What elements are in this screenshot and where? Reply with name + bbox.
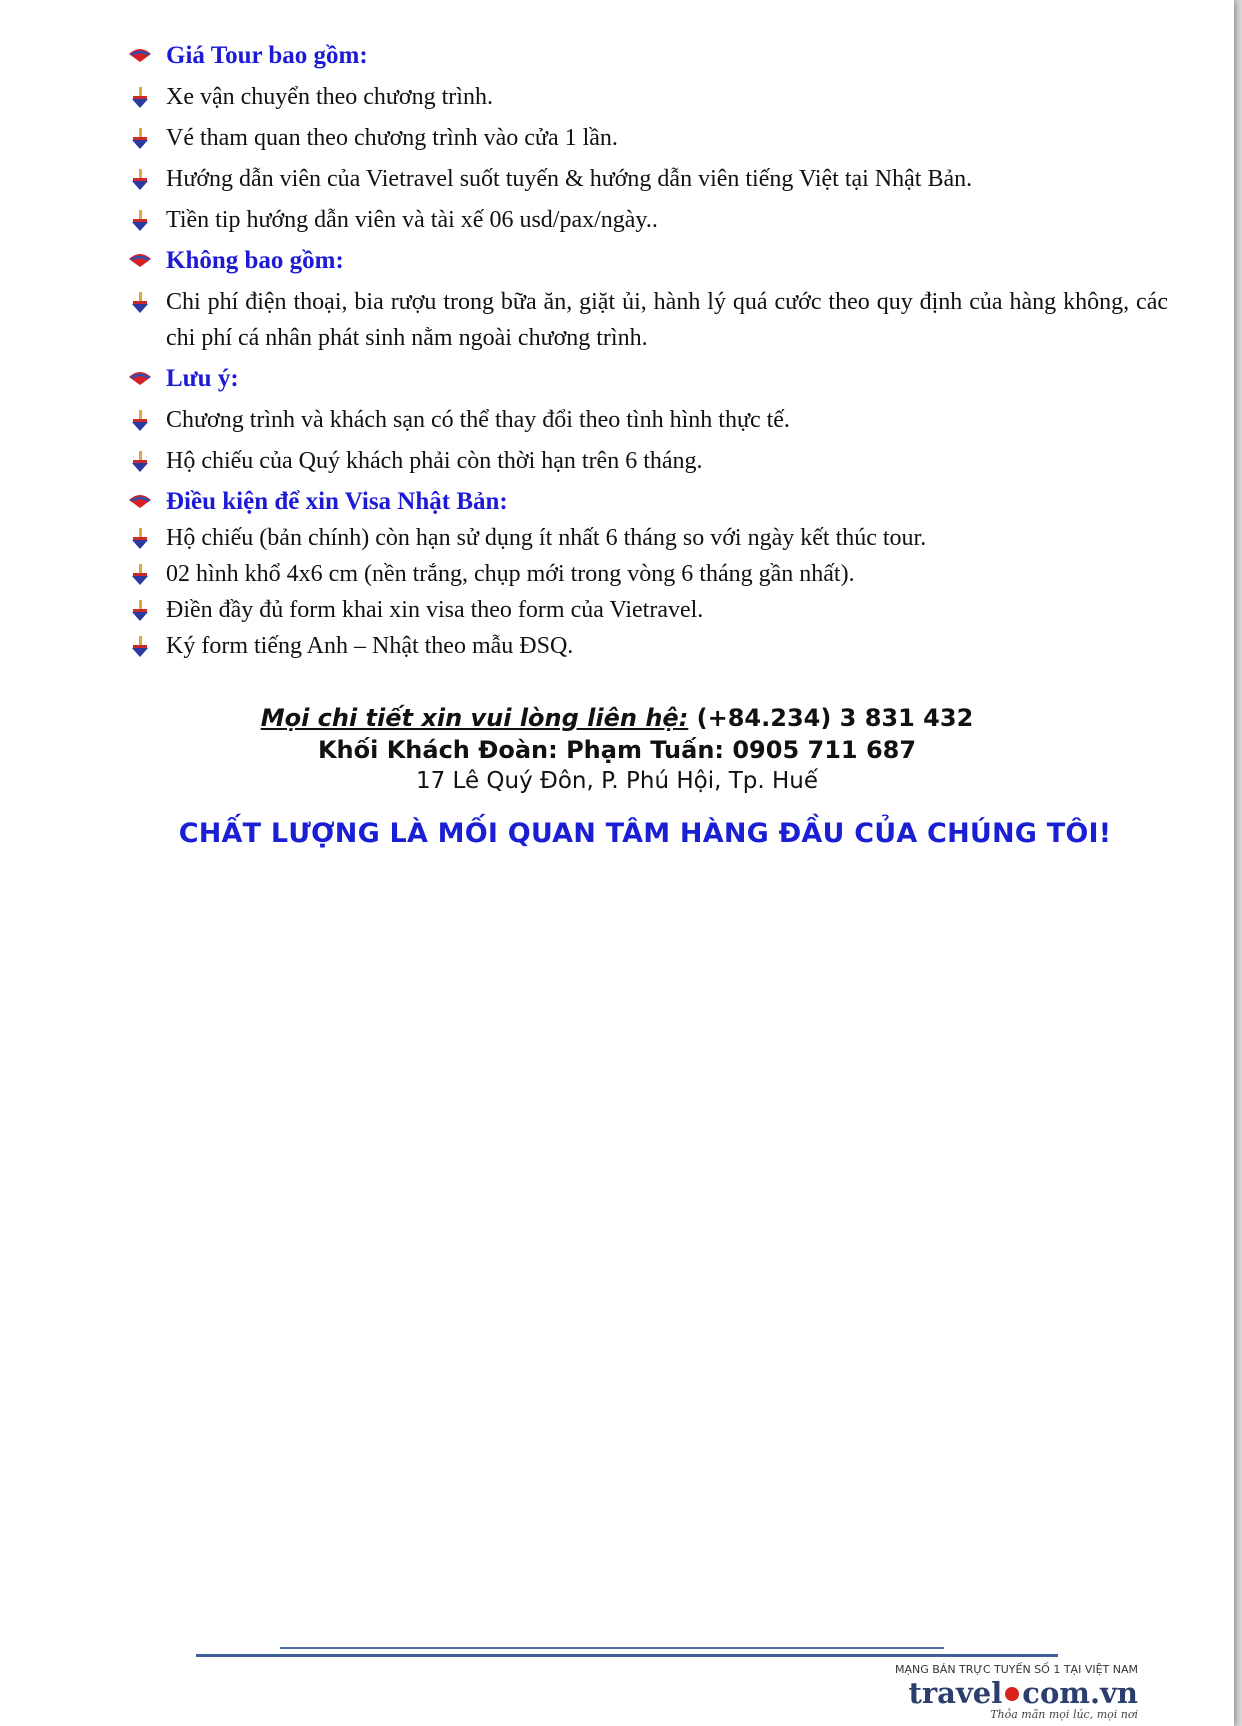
list-item: Tiền tip hướng dẫn viên và tài xế 06 usd/pax/ngày..	[128, 202, 1168, 238]
contact-phone: (+84.234) 3 831 432	[688, 704, 974, 732]
list-item: Hộ chiếu (bản chính) còn hạn sử dụng ít nhất 6 tháng so với ngày kết thúc tour.	[128, 520, 1168, 556]
list-item: Hộ chiếu của Quý khách phải còn thời hạn trên 6 tháng.	[128, 443, 1168, 479]
arrow-down-bullet-icon	[130, 87, 150, 109]
arrow-down-bullet-icon	[130, 451, 150, 473]
arrow-down-bullet-icon	[130, 636, 150, 658]
list-item: Chi phí điện thoại, bia rượu trong bữa ăn, giặt ủi, hành lý quá cước theo quy định của hàng không, các chi phí cá nhân phát sinh nằm ngoài chương trình.	[128, 284, 1168, 356]
section-heading-visa: Điều kiện để xin Visa Nhật Bản:	[128, 484, 1168, 520]
list-item: Xe vận chuyển theo chương trình.	[128, 79, 1168, 115]
section-heading-excluded: Không bao gồm:	[128, 243, 1168, 279]
arrow-down-bullet-icon	[130, 564, 150, 586]
arrow-down-bullet-icon	[130, 410, 150, 432]
list-item: Chương trình và khách sạn có thể thay đổi theo tình hình thực tế.	[128, 402, 1168, 438]
document-body	[128, 38, 1168, 664]
brand-dot-icon	[1005, 1687, 1019, 1701]
list-item: Hướng dẫn viên của Vietravel suốt tuyến & hướng dẫn viên tiếng Việt tại Nhật Bản.	[128, 161, 1168, 197]
arrow-down-bullet-icon	[130, 128, 150, 150]
arrow-down-bullet-icon	[130, 292, 150, 314]
footer-subtitle: Thỏa mãn mọi lúc, mọi nơi	[990, 1708, 1138, 1721]
brand-logo	[908, 1676, 1138, 1710]
arrow-down-bullet-icon	[130, 210, 150, 232]
section-heading-included: Giá Tour bao gồm:	[128, 38, 1168, 74]
brand-left: travel	[908, 1676, 1003, 1710]
section-heading-notes: Lưu ý:	[128, 361, 1168, 397]
brand-right: com.vn	[1022, 1676, 1138, 1710]
heading-bullet-icon	[128, 47, 152, 63]
contact-phone-line	[0, 704, 1234, 732]
heading-bullet-icon	[128, 252, 152, 268]
list-item: Điền đầy đủ form khai xin visa theo form của Vietravel.	[128, 592, 1168, 628]
contact-group-line: Khối Khách Đoàn: Phạm Tuấn: 0905 711 687	[317, 736, 917, 764]
contact-address: 17 Lê Quý Đôn, P. Phú Hội, Tp. Huế	[415, 768, 819, 794]
slogan: CHẤT LƯỢNG LÀ MỐI QUAN TÂM HÀNG ĐẦU CỦA CHÚNG TÔI!	[178, 818, 1112, 849]
footer-rule	[196, 1654, 1058, 1657]
footer-tagline: MẠNG BÁN TRỰC TUYẾN SỐ 1 TẠI VIỆT NAM	[895, 1663, 1138, 1676]
arrow-down-bullet-icon	[130, 528, 150, 550]
footer-rule-top	[280, 1647, 944, 1649]
heading-bullet-icon	[128, 370, 152, 386]
list-item: Vé tham quan theo chương trình vào cửa 1 lần.	[128, 120, 1168, 156]
heading-bullet-icon	[128, 493, 152, 509]
arrow-down-bullet-icon	[130, 169, 150, 191]
arrow-down-bullet-icon	[130, 600, 150, 622]
contact-label: Mọi chi tiết xin vui lòng liên hệ:	[260, 704, 689, 732]
list-item: Ký form tiếng Anh – Nhật theo mẫu ĐSQ.	[128, 628, 1168, 664]
list-item: 02 hình khổ 4x6 cm (nền trắng, chụp mới trong vòng 6 tháng gần nhất).	[128, 556, 1168, 592]
